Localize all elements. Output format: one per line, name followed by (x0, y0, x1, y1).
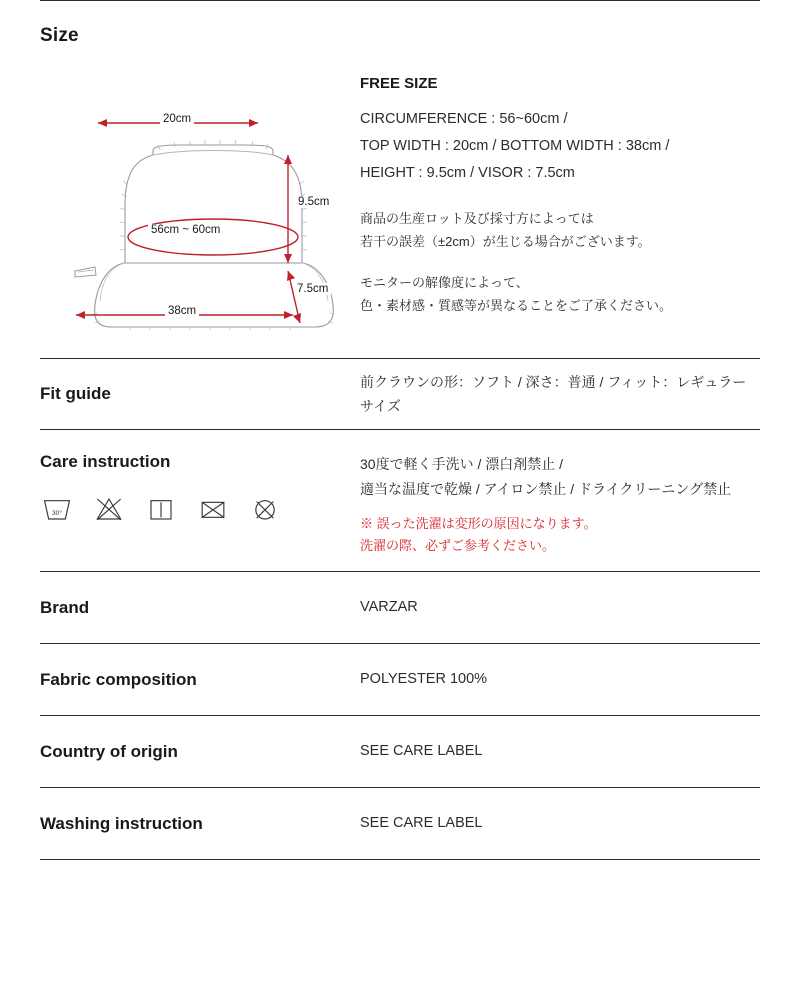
size-section-body (40, 65, 760, 330)
size-section (0, 1, 800, 340)
care-value-line-1: 30度で軽く手洗い / 漂白剤禁止 / (360, 456, 564, 472)
page-title: Size (40, 25, 79, 46)
row-value-fabric-composition: POLYESTER 100% (360, 671, 488, 687)
dim-circumference-label: 56cm ~ 60cm (148, 224, 223, 236)
spec-line-widths: TOP WIDTH : 20cm / BOTTOM WIDTH : 38cm / (360, 137, 670, 154)
row-label-fabric-composition: Fabric composition (40, 669, 197, 689)
row-label-care-instruction: Care instruction (40, 452, 171, 471)
svg-text:30°: 30° (51, 509, 63, 517)
free-size-label: FREE SIZE (360, 75, 438, 92)
row-value-fit-guide: 前クラウンの形：ソフト / 深さ：普通 / フィット：レギュラーサイズ (360, 373, 747, 414)
care-warning (360, 513, 760, 557)
row-fit-guide (0, 359, 800, 429)
dim-top-width-label: 20cm (160, 113, 194, 125)
measurement-note-line-1: 商品の生産ロット及び採寸方によっては (360, 211, 594, 227)
care-left-column (40, 452, 360, 524)
row-value-care-instruction (360, 452, 760, 557)
row-fabric-composition (0, 644, 800, 715)
dim-bottom-width-label: 38cm (165, 305, 199, 317)
row-label-washing-instruction: Washing instruction (40, 813, 203, 833)
row-label-fit-guide: Fit guide (40, 384, 111, 403)
care-symbol-list (40, 494, 360, 524)
do-not-dry-clean-icon (248, 494, 282, 524)
spec-line-circumference: CIRCUMFERENCE : 56~60cm / (360, 111, 568, 127)
bucket-hat-diagram (40, 65, 360, 330)
dim-visor-label: 7.5cm (294, 283, 331, 295)
row-country-of-origin (0, 716, 800, 787)
row-value-washing-instruction: SEE CARE LABEL (360, 815, 483, 831)
hand-wash-30-icon (40, 494, 74, 524)
monitor-note (360, 272, 760, 318)
do-not-iron-icon (196, 494, 230, 524)
row-brand (0, 572, 800, 643)
do-not-bleach-icon (92, 494, 126, 524)
row-value-country-of-origin: SEE CARE LABEL (360, 743, 483, 759)
monitor-note-line-2: 色・素材感・質感等が異なることをご了承ください。 (360, 297, 673, 313)
row-label-brand: Brand (40, 597, 90, 617)
tumble-dry-icon (144, 494, 178, 524)
row-value-brand: VARZAR (360, 599, 418, 615)
dim-height-label: 9.5cm (295, 196, 332, 208)
monitor-note-line-1: モニターの解像度によって、 (360, 274, 529, 290)
care-warning-line-1: ※ 誤った洗濯は変形の原因になります。 (360, 516, 597, 531)
measurement-note (360, 208, 760, 254)
row-washing-instruction (0, 788, 800, 859)
bottom-divider (40, 859, 760, 860)
measurement-note-line-2: 若干の誤差（±2cm）が生じる場合がございます。 (360, 234, 651, 250)
spec-line-height-visor: HEIGHT : 9.5cm / VISOR : 7.5cm (360, 164, 575, 181)
row-care-instruction (0, 430, 800, 571)
care-warning-line-2: 洗濯の際、必ずご参考ください。 (360, 538, 556, 554)
row-label-country-of-origin: Country of origin (40, 741, 178, 761)
care-value-line-2: 適当な温度で乾燥 / アイロン禁止 / ドライクリーニング禁止 (360, 480, 732, 497)
size-spec-text (360, 65, 760, 330)
